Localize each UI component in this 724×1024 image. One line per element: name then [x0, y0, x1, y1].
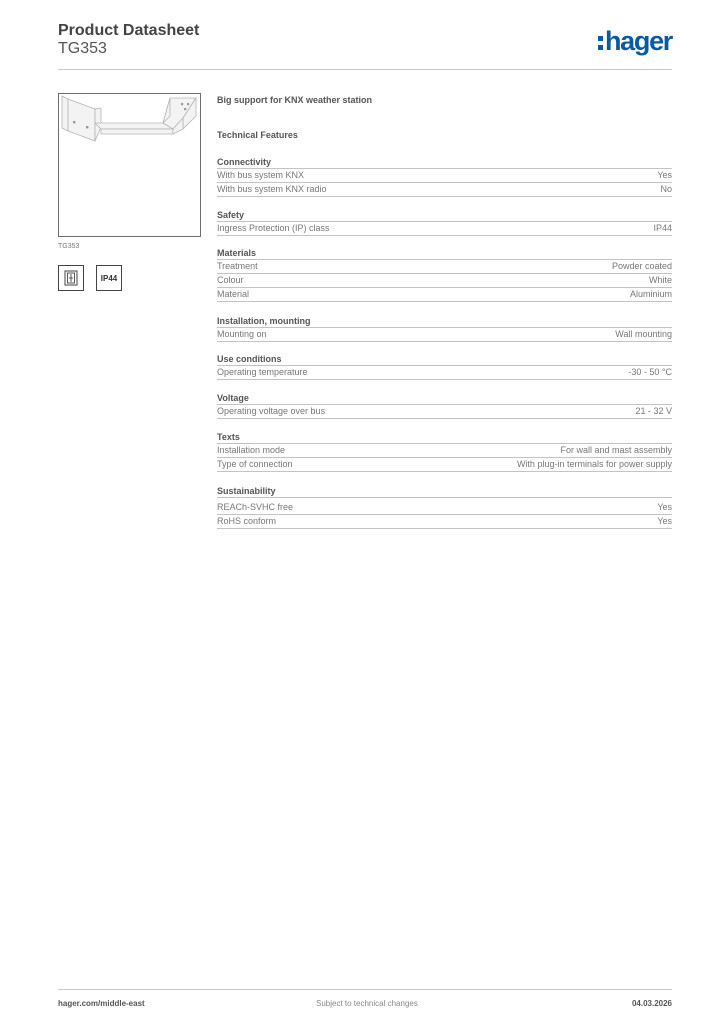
spec-label: Material [217, 289, 250, 299]
spec-row [217, 288, 672, 302]
spec-label: REACh-SVHC free [217, 502, 294, 512]
spec-value: With plug-in terminals for power supply [516, 459, 672, 469]
page-header [58, 20, 672, 70]
section-title: Installation, mounting [217, 315, 672, 328]
spec-value: No [660, 184, 672, 194]
section-materials [217, 247, 672, 302]
spec-value: Yes [657, 170, 672, 180]
spec-label: Colour [217, 275, 244, 285]
spec-row [217, 444, 672, 458]
spec-row [217, 405, 672, 419]
logo-colon-icon [598, 36, 603, 50]
section-title: Materials [217, 247, 672, 260]
spec-row [217, 169, 672, 183]
spec-value: 21 - 32 V [635, 406, 672, 416]
spec-value: -30 - 50 °C [628, 367, 672, 377]
spec-value: White [648, 275, 672, 285]
spec-row [217, 183, 672, 197]
spec-label: Operating voltage over bus [217, 406, 326, 416]
spec-label: Mounting on [217, 329, 267, 339]
spec-row [217, 501, 672, 515]
spec-label: Ingress Protection (IP) class [217, 223, 330, 233]
spec-row [217, 515, 672, 529]
bracket-product-image [59, 94, 200, 236]
section-title: Safety [217, 209, 672, 222]
section-title: Sustainability [217, 485, 672, 498]
section-installation-mounting [217, 315, 672, 342]
section-texts [217, 431, 672, 472]
spec-row [217, 328, 672, 342]
ip44-badge: IP44 [96, 265, 122, 291]
spec-value: Aluminium [629, 289, 672, 299]
spec-label: RoHS conform [217, 516, 277, 526]
spec-value: Yes [657, 502, 672, 512]
section-voltage [217, 392, 672, 419]
spec-label: Installation mode [217, 445, 286, 455]
spec-row [217, 366, 672, 380]
spec-value: For wall and mast assembly [560, 445, 672, 455]
product-code: TG353 [58, 40, 107, 57]
spec-label: Operating temperature [217, 367, 308, 377]
logo-text: hager [604, 26, 672, 56]
section-use-conditions [217, 353, 672, 380]
spec-row [217, 260, 672, 274]
spec-row [217, 222, 672, 236]
spec-label: With bus system KNX radio [217, 184, 327, 194]
spec-row [217, 458, 672, 472]
spec-value: Powder coated [611, 261, 672, 271]
section-safety [217, 209, 672, 236]
spec-value: Wall mounting [615, 329, 672, 339]
spec-label: Treatment [217, 261, 258, 271]
product-image [58, 93, 201, 237]
spec-label: With bus system KNX [217, 170, 305, 180]
section-sustainability [217, 485, 672, 529]
footer-date: 04.03.2026 [631, 999, 672, 1008]
spec-value: IP44 [653, 223, 672, 233]
wall-mount-symbol-icon [58, 265, 84, 291]
page-footer [58, 989, 672, 1012]
footer-note: Subject to technical changes [316, 999, 418, 1008]
product-description: Big support for KNX weather station [217, 95, 373, 105]
section-title: Connectivity [217, 156, 672, 169]
section-title: Voltage [217, 392, 672, 405]
document-title: Product Datasheet [58, 22, 200, 39]
spec-row [217, 274, 672, 288]
section-title: Use conditions [217, 353, 672, 366]
spec-label: Type of connection [217, 459, 293, 469]
spec-value: Yes [657, 516, 672, 526]
technical-features-heading: Technical Features [217, 130, 298, 140]
section-connectivity [217, 156, 672, 197]
section-title: Texts [217, 431, 672, 444]
hager-logo [598, 27, 672, 55]
footer-website: hager.com/middle-east [58, 999, 145, 1008]
product-image-caption: TG353 [58, 243, 80, 250]
